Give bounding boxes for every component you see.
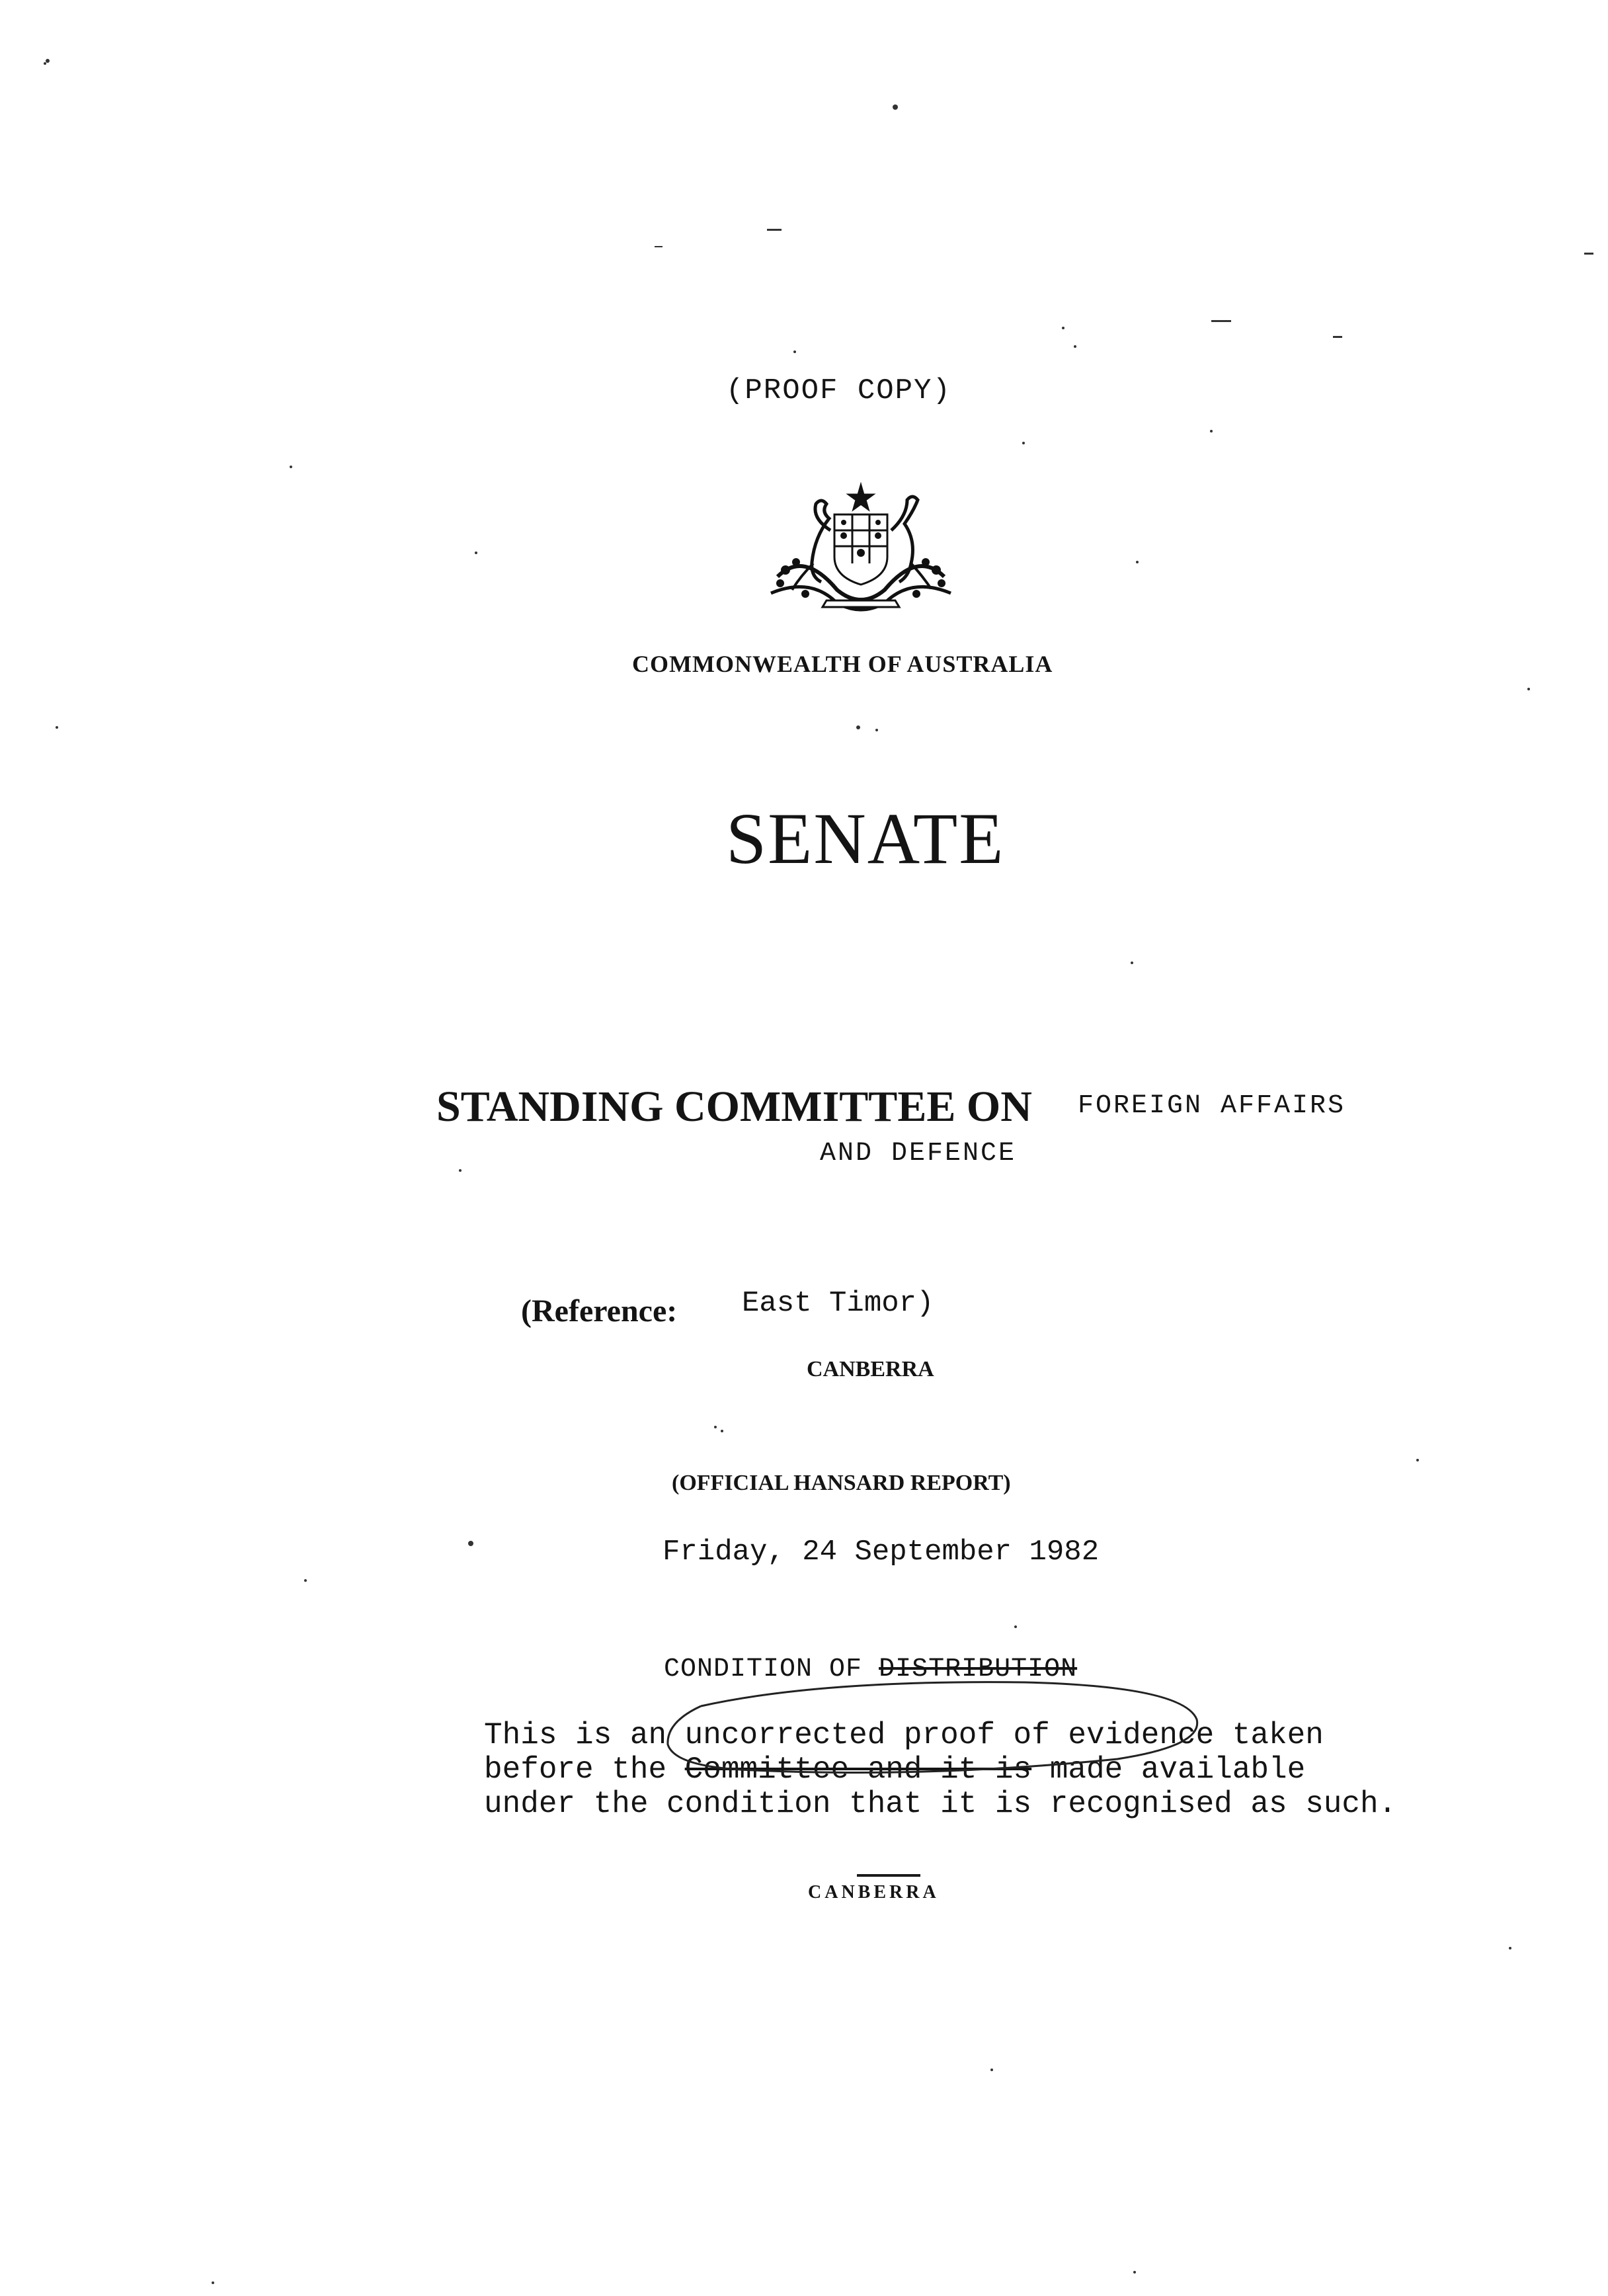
report-type: (OFFICIAL HANSARD REPORT) xyxy=(672,1471,1011,1495)
condition-line-2-a: before the xyxy=(484,1752,667,1787)
commonwealth-heading: COMMONWEALTH OF AUSTRALIA xyxy=(632,651,1053,677)
reference-label: (Reference: xyxy=(521,1293,678,1329)
hearing-date: Friday, 24 September 1982 xyxy=(663,1536,1100,1569)
location-footer: CANBERRA xyxy=(808,1882,940,1903)
committee-name-line2: AND DEFENCE xyxy=(820,1139,1017,1168)
condition-title-part2: DISTRIBUTION xyxy=(879,1655,1078,1684)
handwritten-ellipse-annotation xyxy=(655,1666,1223,1792)
condition-line-2-c: made available xyxy=(1049,1752,1306,1787)
condition-title-part1: CONDITION OF xyxy=(664,1655,863,1684)
condition-line-3: under the condition that it is recognised as such. xyxy=(484,1787,1397,1821)
proof-copy-label: (PROOF COPY) xyxy=(726,374,951,407)
reference-value: East Timor) xyxy=(742,1287,934,1320)
divider-rule xyxy=(857,1874,920,1877)
condition-line-1: This is an uncorrected proof of evidence taken xyxy=(484,1718,1324,1752)
condition-line-2-struck: Committee and it is xyxy=(684,1752,1032,1787)
senate-title: SENATE xyxy=(726,798,1005,879)
committee-name-line1: FOREIGN AFFAIRS xyxy=(1078,1091,1346,1121)
committee-heading: STANDING COMMITTEE ON xyxy=(436,1083,1032,1131)
location-heading: CANBERRA xyxy=(807,1357,934,1381)
commonwealth-coat-of-arms-icon xyxy=(758,477,964,619)
